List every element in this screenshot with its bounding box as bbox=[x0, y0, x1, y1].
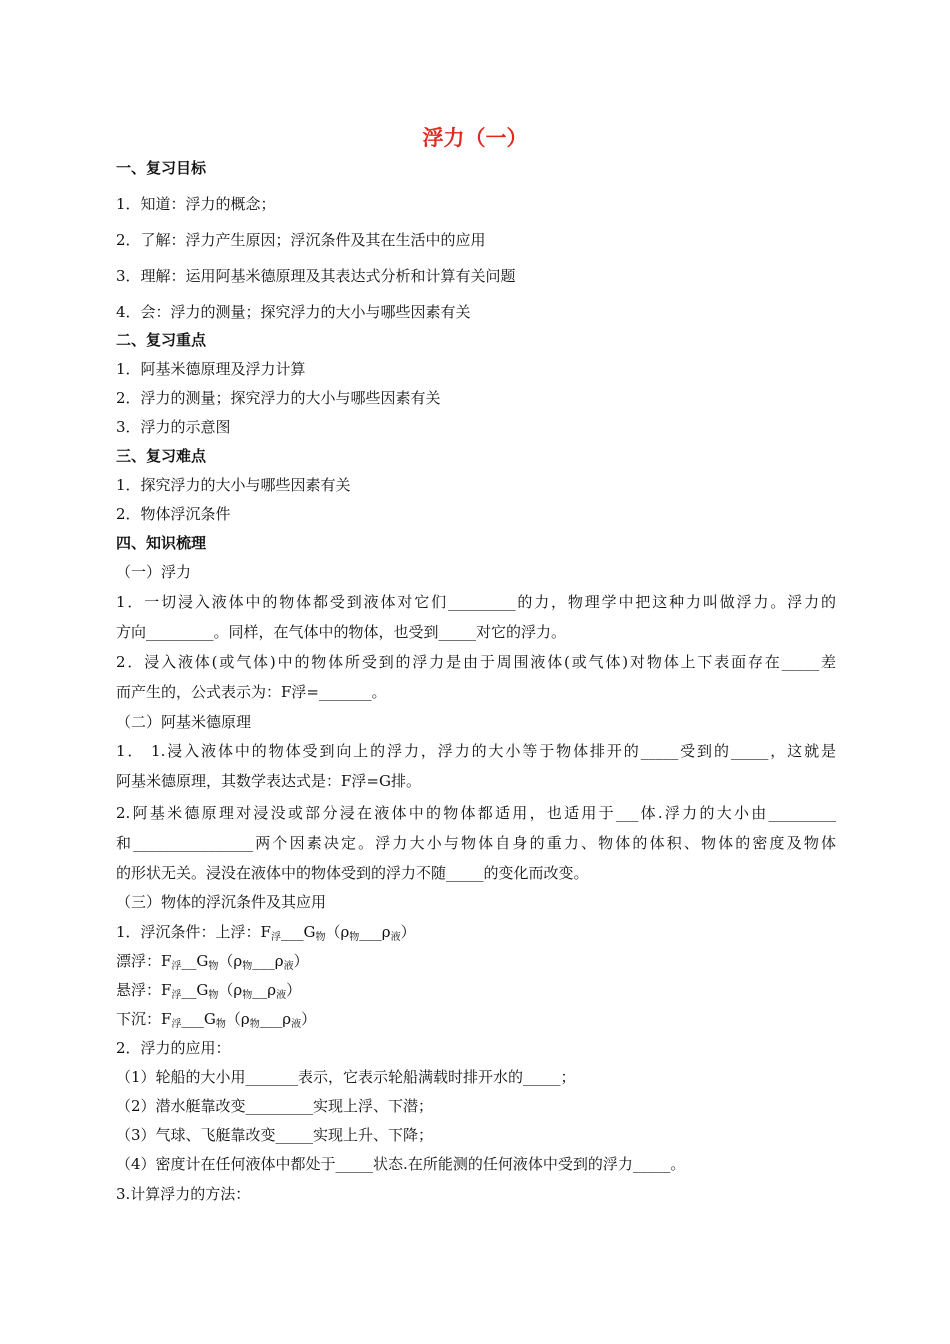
section-heading-key-points: 二、复习重点 bbox=[116, 331, 207, 349]
paragraph-line: 和________________两个因素决定。浮力大小与物体自身的重力、物体的体积、物体的密度及物体 bbox=[116, 834, 836, 852]
paragraph-line: 方向_________。同样，在气体中的物体，也受到_____对它的浮力。 bbox=[116, 623, 567, 641]
paragraph-line: 2.阿基米德原理对浸没或部分浸在液体中的物体都适用，也适用于___体.浮力的大小由_________ bbox=[116, 804, 836, 822]
goal-item: 4．会：浮力的测量；探究浮力的大小与哪些因素有关 bbox=[116, 303, 471, 321]
difficulty-item: 2．物体浮沉条件 bbox=[116, 505, 231, 523]
page-title: 浮力（一） bbox=[422, 126, 528, 150]
application-item: （3）气球、飞艇靠改变_____实现上升、下降； bbox=[116, 1126, 434, 1144]
paragraph-line: 1．一切浸入液体中的物体都受到液体对它们_________的力，物理学中把这种力叫做浮力。浮力的 bbox=[116, 593, 836, 611]
paragraph-line: 而产生的，公式表示为：F浮=_______。 bbox=[116, 683, 387, 701]
condition-line: 漂浮：$F_浮\_\_G_物(\rho_物\_\_\_\rho_液)$ bbox=[116, 952, 309, 972]
section-heading-difficulties: 三、复习难点 bbox=[116, 447, 207, 465]
condition-line: 悬浮：$F_浮\_\_G_物(\rho_物\_\_\rho_液)$ bbox=[116, 981, 302, 1001]
paragraph-line: 阿基米德原理，其数学表达式是：F浮=G排。 bbox=[116, 772, 421, 790]
key-point-item: 2．浮力的测量；探究浮力的大小与哪些因素有关 bbox=[116, 389, 441, 407]
subsection-heading: （一）浮力 bbox=[116, 563, 192, 581]
subsection-heading: （三）物体的浮沉条件及其应用 bbox=[116, 893, 327, 911]
paragraph-line: 2．浸入液体(或气体)中的物体所受到的浮力是由于周围液体(或气体)对物体上下表面存在_____差 bbox=[116, 653, 836, 671]
application-item: （4）密度计在任何液体中都处于_____状态.在所能测的任何液体中受到的浮力_____。 bbox=[116, 1155, 686, 1173]
goal-item: 2．了解：浮力产生原因；浮沉条件及其在生活中的应用 bbox=[116, 231, 486, 249]
application-item: （1）轮船的大小用_______表示，它表示轮船满载时排开水的_____； bbox=[116, 1068, 576, 1086]
application-item: （2）潜水艇靠改变_________实现上浮、下潜； bbox=[116, 1097, 434, 1115]
key-point-item: 1．阿基米德原理及浮力计算 bbox=[116, 360, 306, 378]
key-point-item: 3．浮力的示意图 bbox=[116, 418, 231, 436]
section-heading-knowledge: 四、知识梳理 bbox=[116, 534, 207, 552]
paragraph-line: 3.计算浮力的方法： bbox=[116, 1185, 251, 1203]
goal-item: 3．理解：运用阿基米德原理及其表达式分析和计算有关问题 bbox=[116, 267, 516, 285]
section-heading-goals: 一、复习目标 bbox=[116, 159, 207, 177]
subsection-heading: （二）阿基米德原理 bbox=[116, 713, 252, 731]
condition-line: 下沉：$F_浮\_\_\_G_物(\rho_物\_\_\_\rho_液)$ bbox=[116, 1010, 317, 1030]
paragraph-line: 2．浮力的应用： bbox=[116, 1039, 231, 1057]
paragraph-line: 1． 1.浸入液体中的物体受到向上的浮力，浮力的大小等于物体排开的_____受到的_____，这就是 bbox=[116, 742, 836, 760]
condition-line: 1．浮沉条件：上浮：$F_浮\_\_\_G_物(\rho_物\_\_\_\rho_液)$ bbox=[116, 923, 416, 943]
difficulty-item: 1．探究浮力的大小与哪些因素有关 bbox=[116, 476, 351, 494]
paragraph-line: 的形状无关。浸没在液体中的物体受到的浮力不随_____的变化而改变。 bbox=[116, 864, 589, 882]
goal-item: 1．知道：浮力的概念； bbox=[116, 195, 276, 213]
